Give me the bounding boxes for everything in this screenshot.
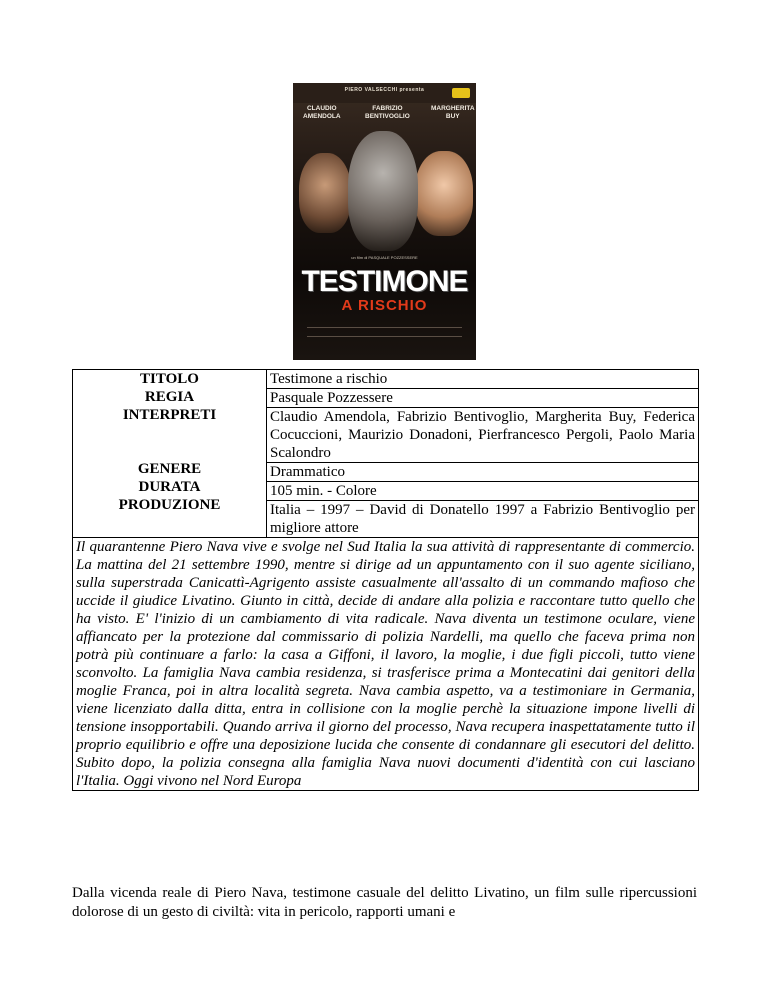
poster-actor-2: FABRIZIO BENTIVOGLIO xyxy=(365,105,410,120)
poster-title-sub: A RISCHIO xyxy=(341,297,428,314)
poster-producer-text: PIERO VALSECCHI presenta xyxy=(344,87,425,93)
table-row-synopsis xyxy=(73,538,699,791)
movie-poster-image xyxy=(293,83,476,360)
poster-face-center xyxy=(348,131,418,251)
poster-actor-1: CLAUDIO AMENDOLA xyxy=(303,105,341,120)
label-durata: DURATA xyxy=(138,479,201,495)
film-info-table xyxy=(72,369,699,791)
value-regia: Pasquale Pozzessere xyxy=(267,389,698,408)
poster-billing-block xyxy=(307,327,462,337)
poster-distributor-logo xyxy=(452,88,470,98)
poster-top-band xyxy=(293,83,476,103)
value-interpreti: Claudio Amendola, Fabrizio Bentivoglio, Margherita Buy, Federica Cocuccioni, Maurizio Donadoni, Pierfrancesco Pergoli, Paolo Maria Scalondro xyxy=(267,408,698,463)
label-interpreti: INTERPRETI xyxy=(122,407,217,423)
poster-title-main: TESTIMONE xyxy=(301,265,468,298)
table-row-main xyxy=(73,370,699,538)
value-genere: Drammatico xyxy=(267,463,698,482)
poster-face-left xyxy=(299,153,351,233)
label-genere: GENERE xyxy=(137,461,202,477)
poster-actor-3: MARGHERITA BUY xyxy=(431,105,475,120)
body-paragraph: Dalla vicenda reale di Piero Nava, testimone casuale del delitto Livatino, un film sulle ripercussioni dolorose di un gesto di civiltà: vita in pericolo, rapporti umani e xyxy=(72,885,697,920)
value-titolo: Testimone a rischio xyxy=(267,370,698,389)
label-regia: REGIA xyxy=(144,389,195,405)
poster-director-credit: un film di PASQUALE POZZESSERE xyxy=(351,255,418,260)
value-produzione: Italia – 1997 – David di Donatello 1997 a Fabrizio Bentivoglio per migliore attore xyxy=(270,502,695,536)
synopsis-text: Il quarantenne Piero Nava vive e svolge nel Sud Italia la sua attività di rappresentante di commercio. La mattina del 21 settembre 1990, mentre si dirige ad un appuntamento con il suo agente siciliano, sulla superstrada Canicattì-Agrigento assiste casualmente all'assalto di un commando mafioso che uccide il giudice Livatino. Giunto in città, decide di andare alla polizia e raccontare tutto quello che ha visto. E' l'inizio di un cambiamento di vita radicale. Nava diventa un testimone oculare, viene affiancato per la protezione dal commissario di polizia Nardelli, ma quello che faceva prima non potrà più continuare a farlo: la casa a Giffoni, il lavoro, la moglie, i due figli piccoli, tutto viene sconvolto. La famiglia Nava cambia residenza, si trasferisce prima a Montecatini dai genitori della moglie Franca, poi in altra località segreta. Nava cambia aspetto, va a testimoniare in Germania, viene licenziato dalla ditta, entra in collisione con la moglie perchè la situazione impone livelli di tensione insopportabili. Quando arriva il giorno del processo, Nava recupera inaspettatamente tutto il proprio equilibrio e offre una deposizione lucida che consente di condannare gli esecutori del delitto. Subito dopo, la polizia consegna alla famiglia Nava nuovi documenti d'identità con cui lasciano l'Italia. Oggi vivono nel Nord Europa xyxy=(73,538,699,791)
labels-column xyxy=(73,370,267,538)
label-titolo: TITOLO xyxy=(140,371,199,387)
label-produzione: PRODUZIONE xyxy=(118,497,221,513)
values-column xyxy=(267,370,699,538)
poster-face-right xyxy=(415,151,473,236)
value-durata: 105 min. - Colore xyxy=(267,482,698,501)
